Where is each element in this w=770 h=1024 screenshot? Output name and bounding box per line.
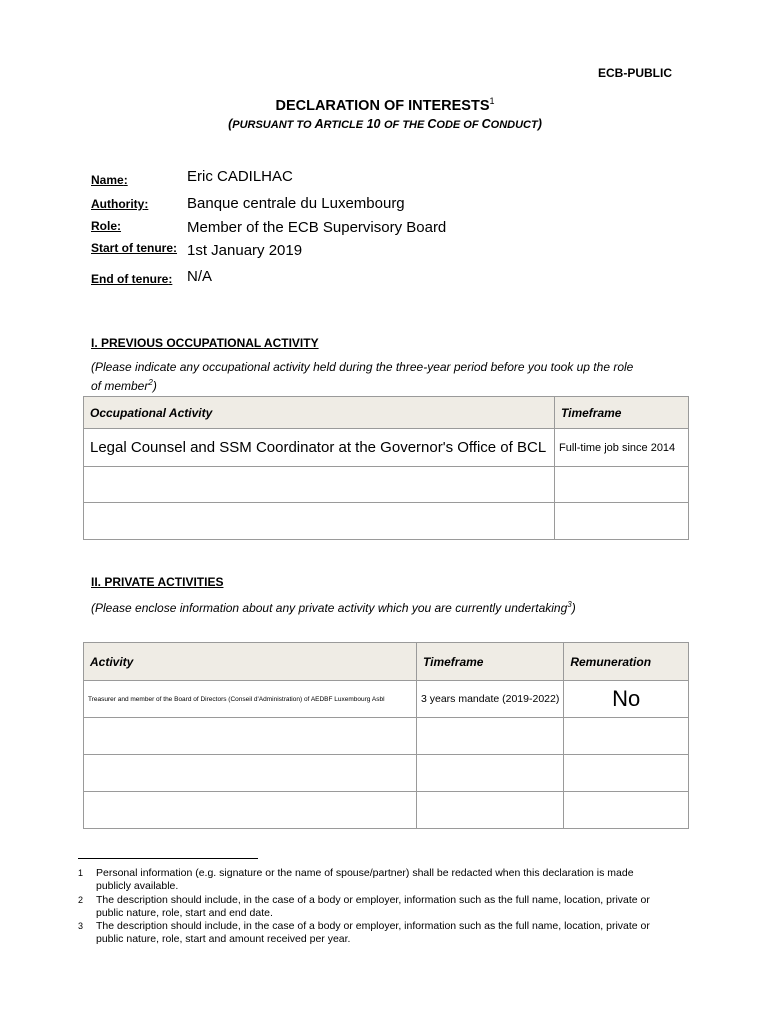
footnote-number: 2 xyxy=(78,895,84,905)
document-title xyxy=(0,96,770,114)
table-cell[interactable]: Legal Counsel and SSM Coordinator at the Governor's Office of BCL xyxy=(84,429,555,467)
section1-heading: I. PREVIOUS OCCUPATIONAL ACTIVITY xyxy=(91,336,319,350)
section1-note-line1: (Please indicate any occupational activity held during the three-year period before you took up the role xyxy=(91,360,634,374)
subtitle-onduct: ONDUCT xyxy=(490,119,538,131)
table-cell[interactable] xyxy=(417,718,564,755)
footnote-text: The description should include, in the case of a body or employer, information such as the full name, location, private or xyxy=(96,920,650,932)
table-header-row xyxy=(84,397,689,429)
table-cell[interactable]: Treasurer and member of the Board of Directors (Conseil d'Administration) of AEDBF Luxembourg Asbl xyxy=(84,681,417,718)
column-header-timeframe: Timeframe xyxy=(417,643,564,681)
occupational-activity-table xyxy=(83,396,689,540)
table-row xyxy=(84,503,689,540)
table-header-row xyxy=(84,643,689,681)
table-row xyxy=(84,792,689,829)
title-text: DECLARATION OF INTERESTS xyxy=(275,97,490,114)
section2-note-ref: 3 xyxy=(567,600,572,609)
table-cell[interactable] xyxy=(417,755,564,792)
section1-note-ref: 2 xyxy=(148,378,153,387)
column-header-activity: Activity xyxy=(84,643,417,681)
footnote-text: Personal information (e.g. signature or the name of spouse/partner) shall be redacted when this declaration is made xyxy=(96,867,634,879)
section1-note xyxy=(91,359,633,394)
end-of-tenure-label: End of tenure: xyxy=(91,272,173,286)
footnote-number: 1 xyxy=(78,868,84,878)
footnote-divider xyxy=(78,858,258,859)
table-cell[interactable] xyxy=(564,718,689,755)
footnote-text: public nature, role, start and amount received per year. xyxy=(96,933,351,945)
table-cell[interactable]: Full-time job since 2014 xyxy=(555,429,689,467)
role-label: Role: xyxy=(91,219,122,233)
table-row xyxy=(84,681,689,718)
table-cell[interactable] xyxy=(564,792,689,829)
footnote-1 xyxy=(78,867,698,893)
table-row xyxy=(84,718,689,755)
column-header-remuneration: Remuneration xyxy=(564,643,689,681)
classification-label: ECB-PUBLIC xyxy=(598,66,672,80)
table-row xyxy=(84,467,689,503)
table-cell[interactable] xyxy=(84,503,555,540)
subtitle-number: 10 xyxy=(363,117,384,131)
title-footnote-ref: 1 xyxy=(489,96,495,106)
footnote-number: 3 xyxy=(78,921,84,931)
end-of-tenure-value: N/A xyxy=(187,268,213,285)
footnote-3 xyxy=(78,920,698,946)
subtitle-rticle: RTICLE xyxy=(323,119,364,131)
subtitle-c1: C xyxy=(427,117,437,131)
subtitle-ode: ODE OF xyxy=(436,119,482,131)
section2-note: (Please enclose information about any private activity which you are currently undertaking$^3$) xyxy=(91,600,576,615)
table-cell[interactable] xyxy=(84,755,417,792)
subtitle-c2: C xyxy=(481,117,491,131)
authority-value: Banque centrale du Luxembourg xyxy=(187,195,405,212)
subtitle-open: ( xyxy=(228,117,233,131)
footnote-text: The description should include, in the case of a body or employer, information such as the full name, location, private or xyxy=(96,894,650,906)
table-cell[interactable] xyxy=(84,792,417,829)
document-subtitle xyxy=(0,117,770,131)
table-cell[interactable] xyxy=(84,467,555,503)
name-label: Name: xyxy=(91,173,128,187)
table-row xyxy=(84,755,689,792)
section1-note-line2: of member$^2$) xyxy=(91,378,157,393)
subtitle-close: ) xyxy=(537,117,542,131)
table-cell[interactable] xyxy=(564,755,689,792)
section2-heading: II. PRIVATE ACTIVITIES xyxy=(91,575,224,589)
column-header-timeframe: Timeframe xyxy=(555,397,689,429)
footnote-2 xyxy=(78,894,698,920)
table-cell[interactable] xyxy=(555,503,689,540)
table-cell[interactable] xyxy=(417,792,564,829)
subtitle-of-the: OF THE xyxy=(383,119,428,131)
footnote-text: public nature, role, start and end date. xyxy=(96,907,273,919)
name-value: Eric CADILHAC xyxy=(187,168,293,185)
private-activities-table xyxy=(83,642,689,829)
table-cell[interactable]: 3 years mandate (2019-2022) xyxy=(417,681,564,718)
table-cell[interactable] xyxy=(555,467,689,503)
table-cell[interactable] xyxy=(84,718,417,755)
table-row xyxy=(84,429,689,467)
role-value: Member of the ECB Supervisory Board xyxy=(187,219,447,236)
column-header-occupational-activity: Occupational Activity xyxy=(84,397,555,429)
table-cell[interactable]: No xyxy=(564,681,689,718)
subtitle-a: A xyxy=(314,117,324,131)
start-of-tenure-value: 1st January 2019 xyxy=(187,242,303,259)
footnote-text: publicly available. xyxy=(96,880,179,892)
subtitle-pursuant: PURSUANT TO xyxy=(232,119,315,131)
authority-label: Authority: xyxy=(91,197,149,211)
start-of-tenure-label: Start of tenure: xyxy=(91,241,178,255)
